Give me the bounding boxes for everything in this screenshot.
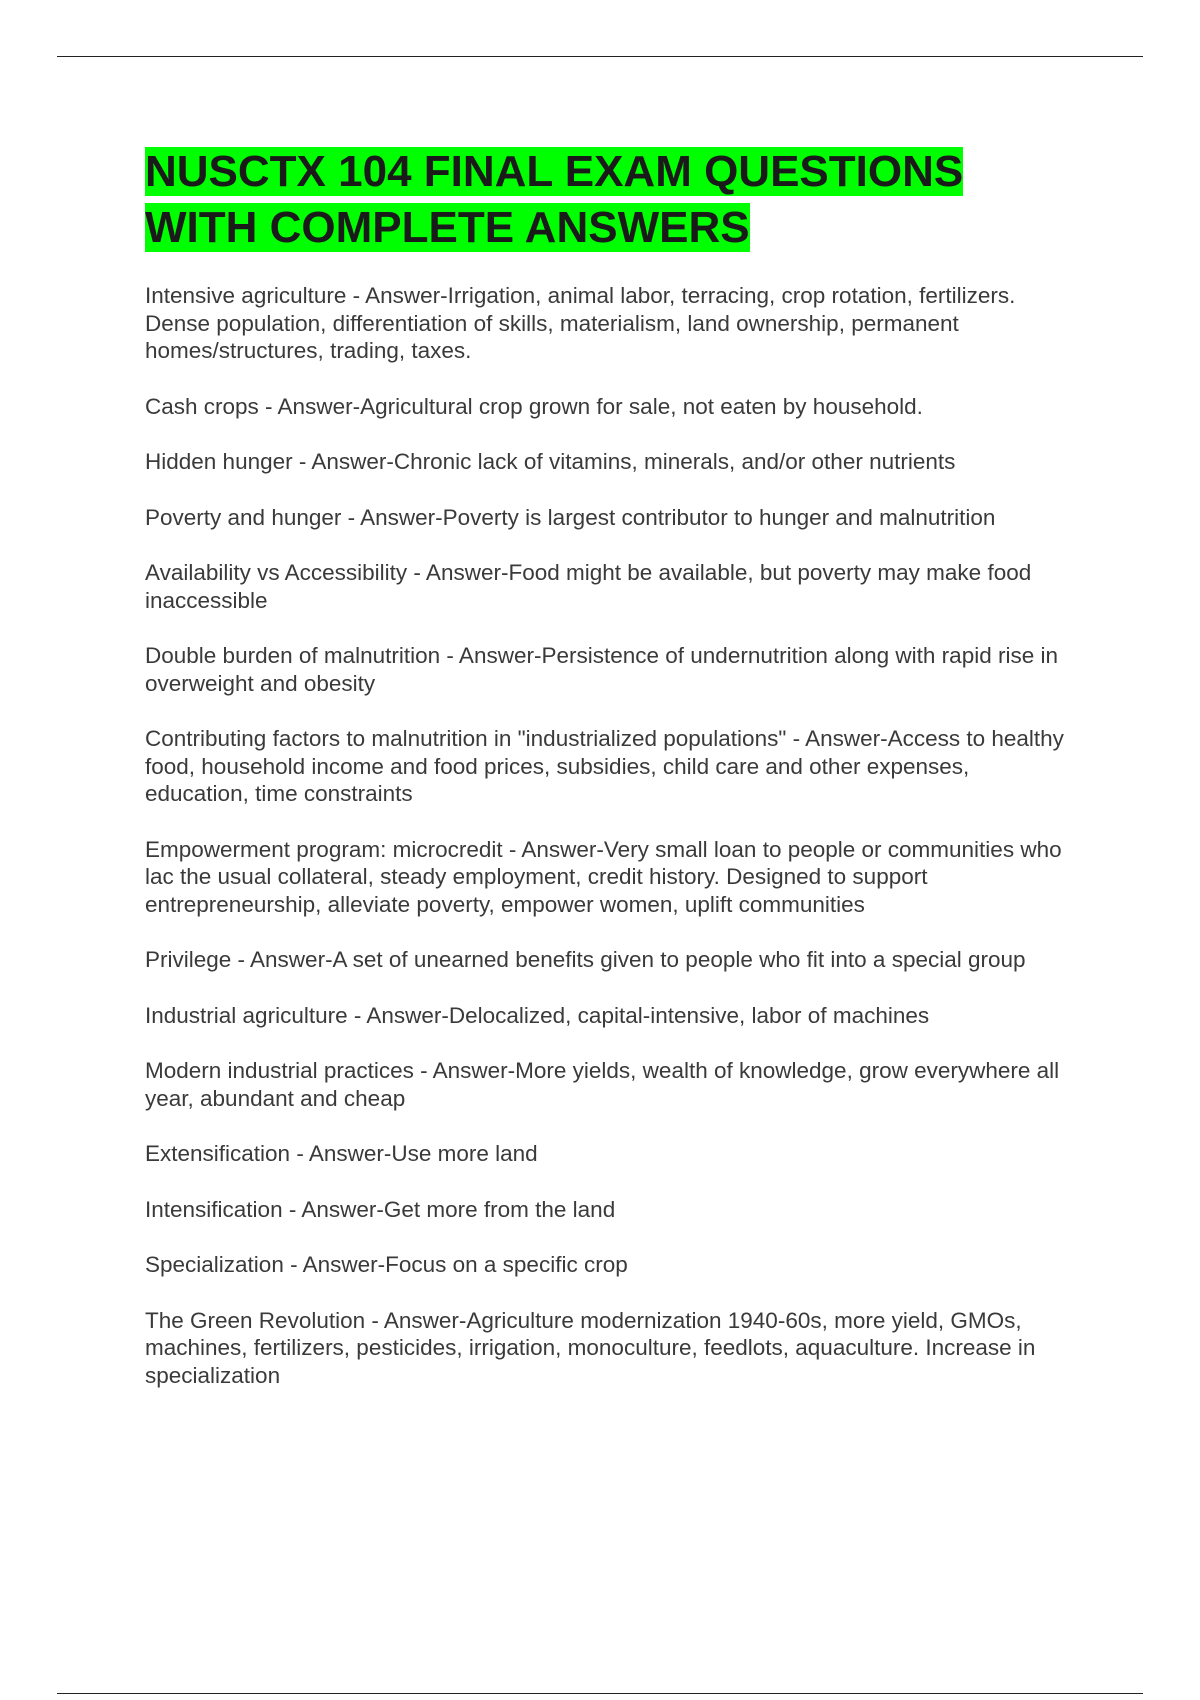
document-body — [145, 144, 1065, 1417]
qa-item: Intensification - Answer-Get more from the land — [145, 1196, 616, 1222]
title-line-1: NUSCTX 104 FINAL EXAM QUESTIONS — [145, 147, 964, 196]
qa-item: The Green Revolution - Answer-Agriculture modernization 1940-60s, more yield, GMOs, machines, fertilizers, pesticides, irrigation, monoculture, feedlots, aquaculture. Increase in specialization — [145, 1307, 1036, 1388]
qa-item: Modern industrial practices - Answer-More yields, wealth of knowledge, grow everywhere all year, abundant and cheap — [145, 1058, 1060, 1111]
document-title — [145, 144, 1065, 256]
qa-item: Specialization - Answer-Focus on a specific crop — [145, 1252, 628, 1277]
qa-item: Extensification - Answer-Use more land — [145, 1141, 538, 1166]
qa-item: Privilege - Answer-A set of unearned benefits given to people who fit into a special group — [145, 947, 1026, 972]
qa-item: Intensive agriculture - Answer-Irrigation, animal labor, terracing, crop rotation, fertilizers. Dense population, differentiation of skills, materialism, land ownership, permanent homes/structures, trading, taxes. — [145, 283, 1016, 363]
qa-list — [145, 282, 1065, 1389]
footer-rule — [57, 1693, 1143, 1694]
qa-item: Cash crops - Answer-Agricultural crop grown for sale, not eaten by household. — [145, 393, 923, 419]
qa-item: Poverty and hunger - Answer-Poverty is largest contributor to hunger and malnutrition — [145, 504, 996, 530]
qa-item: Industrial agriculture - Answer-Delocalized, capital-intensive, labor of machines — [145, 1002, 930, 1028]
title-line-2: WITH COMPLETE ANSWERS — [145, 203, 750, 252]
qa-item: Availability vs Accessibility - Answer-Food might be available, but poverty may make food inaccessible — [145, 560, 1032, 613]
qa-item: Hidden hunger - Answer-Chronic lack of vitamins, minerals, and/or other nutrients — [145, 449, 956, 474]
header-rule — [57, 56, 1143, 57]
qa-item: Double burden of malnutrition - Answer-Persistence of undernutrition along with rapid rise in overweight and obesity — [145, 643, 1058, 696]
qa-item: Contributing factors to malnutrition in "industrialized populations" - Answer-Access to healthy food, household income and food prices, subsidies, child care and other expenses, education, time constraints — [145, 726, 1064, 806]
qa-item: Empowerment program: microcredit - Answer-Very small loan to people or communities who lac the usual collateral, steady employment, credit history. Designed to support entrepreneurship, alleviate poverty, empower women, uplift communities — [145, 836, 1062, 917]
